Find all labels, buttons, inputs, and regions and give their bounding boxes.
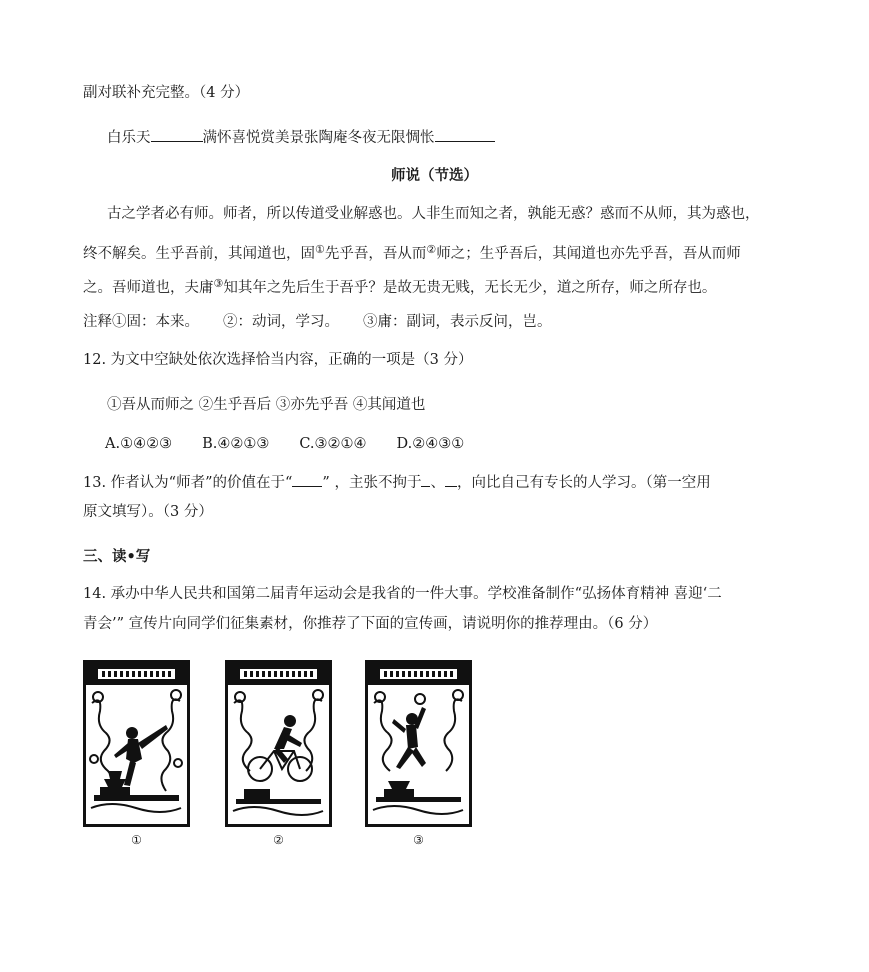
volleyball-figure-icon [368, 663, 469, 824]
annotations [83, 312, 552, 332]
couplet-line [107, 127, 495, 148]
footnote-marker-2: ② [426, 243, 437, 256]
couplet-middle: 满怀喜悦赏美景张陶庵冬夜无限惆怅 [202, 130, 435, 146]
couplet-left: 白乐天 [107, 130, 151, 146]
footnote-marker-3: ③ [213, 277, 224, 290]
passage-line-1: 古之学者必有师。师者，所以传道受业解惑也。人非生而知之者，孰能无惑？惑而不从师，其为惑也， [107, 206, 760, 222]
footnote-marker-1: ① [315, 243, 325, 256]
question-12-options [105, 434, 464, 454]
poster-1-label: ① [131, 833, 142, 847]
poster-2-label: ② [273, 833, 284, 847]
question-12-items: ①吾从而师之 ②生乎吾后 ③亦先乎吾 ④其闻道也 [107, 397, 426, 413]
poster-2 [225, 660, 332, 827]
passage-line-3: 之。吾师道也，夫庸③知其年之先后生于吾乎？是故无贵无贱，无长无少，道之所存，师之所存也。 [83, 277, 717, 296]
annotation-1: 注释①固：本来。 [83, 314, 199, 330]
passage-title: 师说（节选） [391, 167, 478, 184]
option-a[interactable]: A.①④②③ [105, 436, 173, 452]
kick-figure-icon [86, 663, 187, 824]
answer-blank-3[interactable] [445, 472, 457, 487]
answer-blank-1[interactable] [292, 472, 322, 487]
intro-line: 副对联补充完整。（4 分） [83, 85, 250, 101]
annotation-2: ②：动词，学习。 [223, 314, 339, 330]
section-heading: 三、读•写 [83, 548, 151, 565]
question-12: 12. 为文中空缺处依次选择恰当内容，正确的一项是（3 分） [83, 352, 473, 368]
cyclist-figure-icon [228, 663, 329, 824]
option-b[interactable]: B.④②①③ [202, 436, 270, 452]
question-13-cont: 原文填写）。（3 分） [83, 504, 213, 520]
poster-3 [365, 660, 472, 827]
passage-line-2: 终不解矣。生乎吾前，其闻道也，固①先乎吾，吾从而②师之；生乎吾后，其闻道也亦先乎吾，吾从而师 [83, 243, 741, 262]
couplet-blank-2[interactable] [435, 127, 495, 142]
option-d[interactable]: D.②④③① [396, 436, 465, 452]
question-14-line-2: 青会’” 宣传片向同学们征集素材，你推荐了下面的宣传画，请说明你的推荐理由。（6 分） [83, 616, 658, 632]
option-c[interactable]: C.③②①④ [299, 436, 367, 452]
annotation-3: ③庸：副词，表示反问，岂。 [363, 314, 552, 330]
poster-3-label: ③ [413, 833, 424, 847]
poster-1 [83, 660, 190, 827]
question-14-line-1: 14. 承办中华人民共和国第二届青年运动会是我省的一件大事。学校准备制作“弘扬体育精神 喜迎‘二 [83, 586, 722, 602]
question-13: 13. 作者认为“师者”的价值在于“ ” ，主张不拘于 、 ，向比自己有专长的人学习。（第一空用 [83, 472, 711, 493]
couplet-blank-1[interactable] [151, 127, 203, 142]
